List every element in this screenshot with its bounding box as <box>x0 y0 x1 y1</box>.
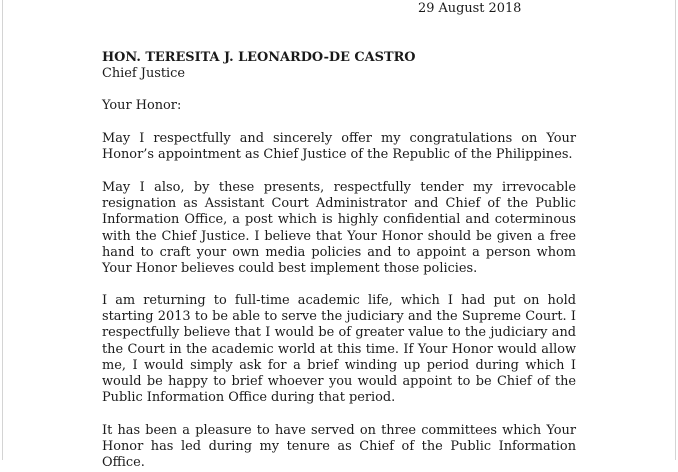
paragraph-congratulations: May I respectfully and sincerely offer my congratulations on Your Honor’s appointment as Chief Justice of the Republic of the Philippines. <box>102 131 576 163</box>
letter-date: 29 August 2018 <box>418 1 522 16</box>
addressee-title: Chief Justice <box>102 66 186 82</box>
paragraph-committees: It has been a pleasure to have served on three committees which Your Honor has led during my tenure as Chief of the Public Information Office. <box>102 423 576 471</box>
paragraph-academic-return: I am returning to full-time academic life, which I had put on hold starting 2013 to be able to serve the judiciary and the Supreme Court. I respectfully believe that I would be of greater value to the judiciary and the Court in the academic world at this time. If Your Honor would allow me, I would simply ask for a brief winding up period during which I would be happy to brief whoever you would appoint to be Chief of the Public Information Office during that period. <box>102 293 576 406</box>
page-right-border <box>675 0 676 460</box>
page-left-border <box>2 0 3 460</box>
addressee-name: HON. TERESITA J. LEONARDO-DE CASTRO <box>102 50 416 65</box>
paragraph-resignation: May I also, by these presents, respectfully tender my irrevocable resignation as Assistant Court Administrator and Chief of the Public Information Office, a post which is highly confidential and coterminous with the Chief Justice. I believe that Your Honor should be given a free hand to craft your own media policies and to appoint a person whom Your Honor believes could best implement those policies. <box>102 180 576 277</box>
addressee-block <box>102 50 416 82</box>
salutation: Your Honor: <box>102 98 182 113</box>
